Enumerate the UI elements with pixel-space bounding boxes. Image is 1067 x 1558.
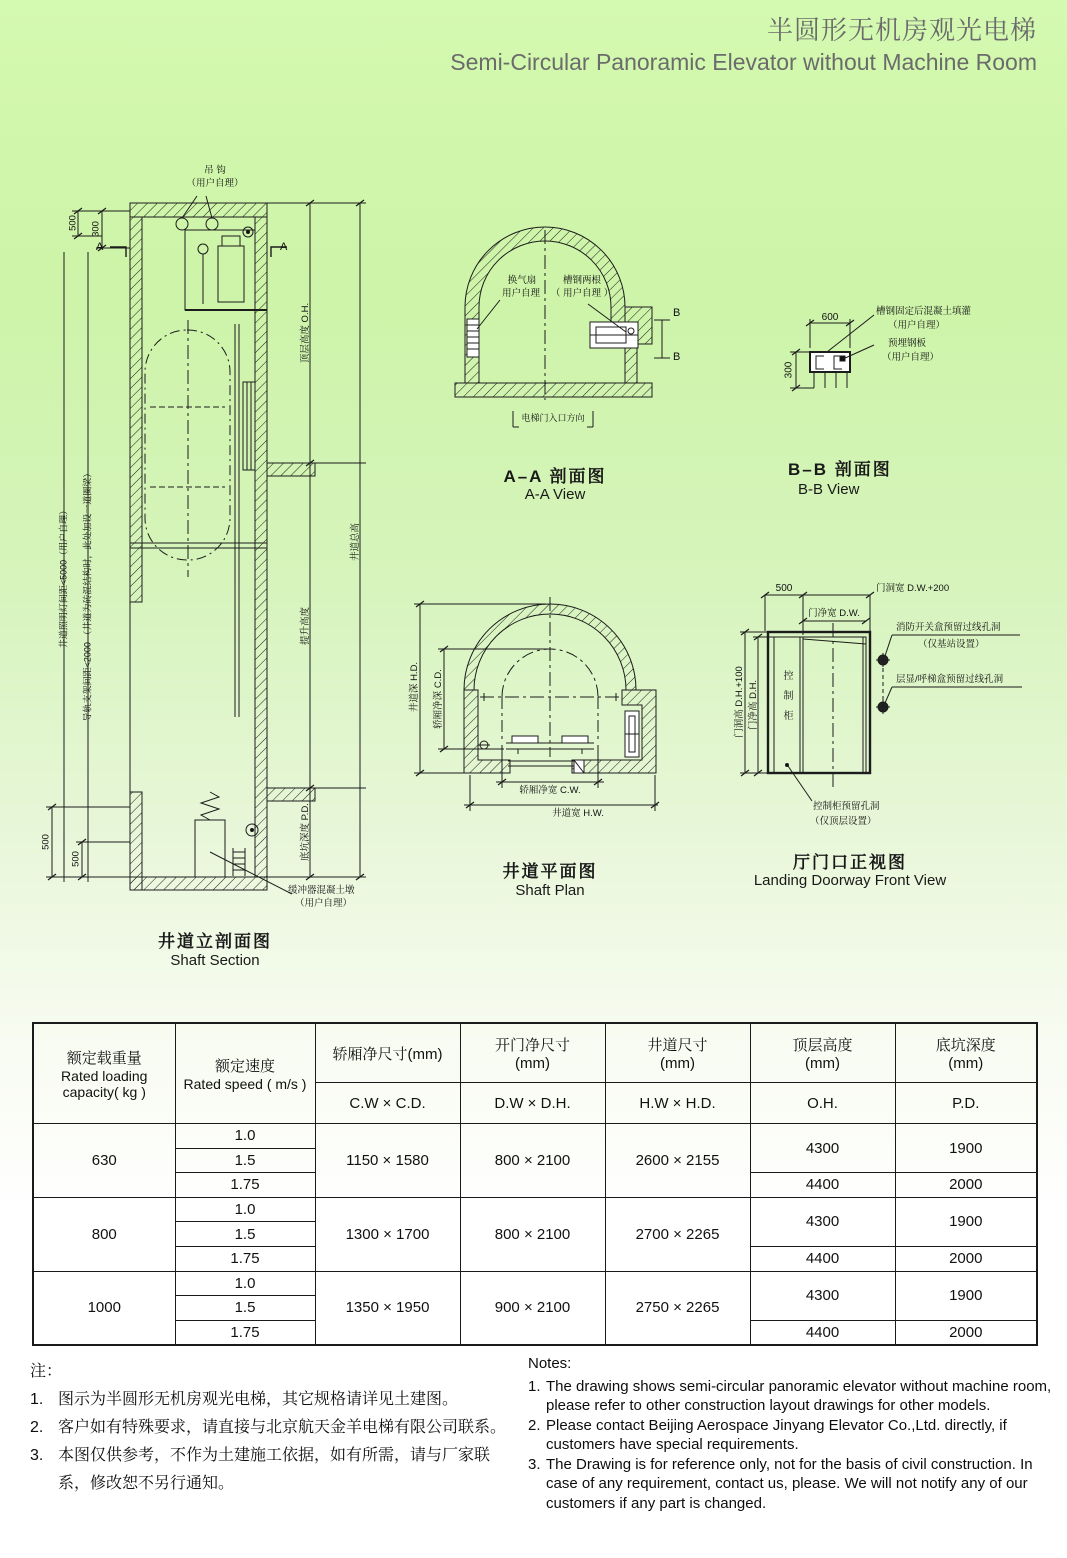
- col-header-oh-unit: (mm): [805, 1055, 840, 1072]
- section-marker-a-right: A: [280, 241, 288, 253]
- col-header-shaft: [605, 1023, 750, 1083]
- shaft-plan-figure: [400, 575, 700, 905]
- dim-label-dh-plus-100: 门洞高 D.H.+100: [734, 666, 745, 738]
- caption-aa-en: A-A View: [524, 486, 586, 503]
- buffer-pier-label: 缓冲器混凝土墩: [288, 885, 355, 896]
- dim-label-cd: 轿厢净深 C.D.: [433, 669, 444, 729]
- sub-header-shaft: H.W × H.D.: [605, 1083, 750, 1124]
- cell-oh: 4300: [750, 1124, 895, 1173]
- fan-sub-label: 用户自理: [501, 288, 541, 299]
- col-header-pd-unit: (mm): [948, 1055, 984, 1072]
- notes-en: [528, 1354, 1058, 1513]
- aa-view-figure: [440, 212, 700, 512]
- col-header-speed-zh: 额定速度: [214, 1058, 275, 1075]
- caption-shaft-plan-en: Shaft Plan: [515, 882, 585, 899]
- cell-pd: 2000: [895, 1246, 1037, 1271]
- shaft-plan-drawing: [400, 575, 700, 905]
- sub-header-pd: P.D.: [895, 1083, 1037, 1124]
- cabinet-hole-sub-label: （仅顶层设置）: [810, 816, 877, 827]
- list-item: [528, 1455, 1058, 1514]
- embedded-plate-label: 预埋钢板: [888, 338, 927, 349]
- dim-label-hw: 井道宽 H.W.: [552, 808, 604, 819]
- list-item: [30, 1442, 514, 1498]
- sub-header-oh: O.H.: [750, 1083, 895, 1124]
- dim-label-500-top: 500: [67, 215, 79, 231]
- notes-en-heading: Notes:: [528, 1355, 572, 1372]
- note-number: 2.: [528, 1416, 541, 1434]
- caption-doorway-zh: 厅门口正视图: [793, 853, 907, 872]
- page-title: 半圆形无机房观光电梯: [766, 15, 1037, 45]
- col-header-door-unit: (mm): [515, 1055, 550, 1072]
- dim-label-500-bottom-a: 500: [40, 834, 52, 850]
- section-marker-a-left: A: [96, 241, 104, 253]
- caption-bb-zh: B–B 剖面图: [788, 460, 892, 479]
- col-header-oh: [750, 1023, 895, 1083]
- cell-oh: 4300: [750, 1197, 895, 1246]
- col-header-speed-en: Rated speed ( m/s ): [183, 1076, 307, 1092]
- note-rail-bracket-spacing: 导轨支架间距<2000 （井道为砖混结构时，此处加设一道圈梁）: [82, 468, 93, 722]
- col-header-speed: [175, 1023, 315, 1124]
- cell-speed: 1.75: [175, 1173, 315, 1198]
- section-marker-b-bottom: B: [673, 351, 681, 363]
- dim-label-travel-height: 提升高度: [300, 606, 311, 646]
- caption-aa-zh: A–A 剖面图: [503, 467, 607, 486]
- cell-oh: 4400: [750, 1246, 895, 1271]
- dim-label-pd: 底坑深度 P.D.: [300, 803, 311, 861]
- caption-shaft-section-zh: 井道立剖面图: [158, 932, 272, 951]
- cell-door-size: 800 × 2100: [460, 1124, 605, 1198]
- col-header-door-zh: 开门净尺寸: [494, 1037, 570, 1054]
- caption-doorway-en: Landing Doorway Front View: [753, 872, 947, 889]
- dim-label-500-bottom-b: 500: [70, 851, 82, 867]
- buffer-pier-sub-label: （用户自理）: [295, 898, 353, 909]
- dim-label-600: 600: [821, 312, 839, 323]
- cell-oh: 4400: [750, 1320, 895, 1345]
- cell-speed: 1.5: [175, 1296, 315, 1321]
- section-marker-b-top: B: [673, 307, 681, 319]
- cell-car-size: 1300 × 1700: [315, 1197, 460, 1271]
- col-header-pd: [895, 1023, 1037, 1083]
- dim-label-dw-plus-200: 门洞宽 D.W.+200: [876, 583, 950, 594]
- dim-label-oh: 顶层高度 O.H.: [300, 302, 311, 364]
- dim-label-500: 500: [775, 583, 793, 594]
- col-header-shaft-zh: 井道尺寸: [647, 1037, 708, 1054]
- col-header-pd-zh: 底坑深度: [935, 1037, 996, 1054]
- note-number: 2.: [30, 1419, 44, 1436]
- fan-label: 换气扇: [507, 275, 537, 286]
- cell-door-size: 800 × 2100: [460, 1197, 605, 1271]
- cell-pd: 1900: [895, 1197, 1037, 1246]
- dim-label-300: 300: [783, 361, 795, 379]
- list-item: [528, 1377, 1058, 1416]
- cell-capacity: 630: [33, 1124, 175, 1198]
- note-number: 1.: [30, 1391, 44, 1408]
- dim-label-cw: 轿厢净宽 C.W.: [519, 785, 581, 796]
- notes-zh: [30, 1358, 514, 1498]
- concrete-fill-sub-label: （用户自理）: [888, 320, 946, 331]
- control-cabinet-label: 控制柜: [781, 670, 792, 730]
- dim-label-hd: 井道深 H.D.: [409, 661, 420, 713]
- cell-door-size: 900 × 2100: [460, 1271, 605, 1345]
- entrance-direction-label: 电梯门入口方向: [521, 413, 585, 423]
- note-text: Please contact Beijing Aerospace Jinyang Elevator Co.,Ltd. directly, if customers have special requirements.: [546, 1416, 1007, 1453]
- cell-car-size: 1150 × 1580: [315, 1124, 460, 1198]
- note-text: 图示为半圆形无机房观光电梯，其它规格请详见土建图。: [58, 1391, 459, 1408]
- call-box-hole-label: 层显/呼梯盒预留过线孔洞: [896, 674, 1004, 685]
- table-row: [33, 1271, 1037, 1296]
- col-header-capacity-en: Rated loading capacity( kg ): [61, 1068, 148, 1100]
- table-row: [33, 1197, 1037, 1222]
- bb-view-figure: [770, 295, 1060, 510]
- embedded-plate-sub-label: （用户自理）: [882, 352, 940, 363]
- sub-header-door: D.W × D.H.: [460, 1083, 605, 1124]
- cell-speed: 1.75: [175, 1320, 315, 1345]
- channel-steel-label: 槽钢两根: [562, 275, 602, 286]
- cell-speed: 1.75: [175, 1246, 315, 1271]
- list-item: [30, 1386, 514, 1414]
- caption-bb-en: B-B View: [798, 481, 860, 498]
- cell-car-size: 1350 × 1950: [315, 1271, 460, 1345]
- cell-speed: 1.0: [175, 1124, 315, 1149]
- cell-oh: 4400: [750, 1173, 895, 1198]
- doorway-figure: [700, 575, 1040, 905]
- col-header-oh-zh: 顶层高度: [792, 1037, 853, 1054]
- sub-header-car: C.W × C.D.: [315, 1083, 460, 1124]
- table-row: [33, 1124, 1037, 1149]
- note-number: 3.: [528, 1455, 541, 1473]
- cell-speed: 1.0: [175, 1197, 315, 1222]
- cell-shaft-size: 2750 × 2265: [605, 1271, 750, 1345]
- page-header: [450, 10, 1037, 76]
- col-header-capacity-zh: 额定载重量: [66, 1050, 142, 1067]
- notes-zh-heading: 注：: [30, 1363, 63, 1380]
- note-text: The Drawing is for reference only, not for the basis of civil construction. In case of any requirement, contact us, please. We will not notify any of our customers if any part is changed.: [546, 1455, 1033, 1512]
- cabinet-hole-label: 控制柜预留孔洞: [813, 801, 880, 812]
- dim-label-300-top: 300: [90, 221, 102, 237]
- fire-switch-hole-sub-label: （仅基站设置）: [918, 639, 985, 650]
- dim-label-total-height: 井道总高: [350, 522, 361, 562]
- caption-shaft-plan-zh: 井道平面图: [502, 862, 598, 881]
- note-text: 客户如有特殊要求，请直接与北京航天金羊电梯有限公司联系。: [58, 1419, 507, 1436]
- hook-sub-label: （用户自理）: [186, 178, 244, 189]
- cell-shaft-size: 2700 × 2265: [605, 1197, 750, 1271]
- cell-speed: 1.0: [175, 1271, 315, 1296]
- concrete-fill-label: 槽钢固定后混凝土填灌: [876, 306, 972, 317]
- caption-shaft-section-en: Shaft Section: [170, 952, 260, 969]
- channel-steel-sub-label: （ 用户自理 ）: [550, 288, 614, 299]
- cell-pd: 2000: [895, 1320, 1037, 1345]
- cell-pd: 1900: [895, 1124, 1037, 1173]
- cell-shaft-size: 2600 × 2155: [605, 1124, 750, 1198]
- col-header-door: [460, 1023, 605, 1083]
- dim-label-dw: 门净宽 D.W.: [808, 608, 860, 619]
- cell-pd: 1900: [895, 1271, 1037, 1320]
- dim-label-dh: 门净高 D.H.: [748, 679, 759, 731]
- shaft-section-figure: [30, 152, 400, 982]
- cell-capacity: 800: [33, 1197, 175, 1271]
- cell-oh: 4300: [750, 1271, 895, 1320]
- col-header-shaft-unit: (mm): [660, 1055, 695, 1072]
- list-item: [30, 1414, 514, 1442]
- spec-table: [32, 1022, 1038, 1346]
- note-number: 3.: [30, 1447, 44, 1464]
- list-item: [528, 1416, 1058, 1455]
- note-number: 1.: [528, 1377, 541, 1395]
- col-header-car: 轿厢净尺寸(mm): [315, 1023, 460, 1083]
- col-header-capacity: [33, 1023, 175, 1124]
- note-text: The drawing shows semi-circular panoramic elevator without machine room, please refer to other construction layout drawings for other models.: [546, 1377, 1052, 1414]
- cell-pd: 2000: [895, 1173, 1037, 1198]
- hook-label: 吊 钩: [204, 165, 226, 176]
- cell-speed: 1.5: [175, 1222, 315, 1247]
- fire-switch-hole-label: 消防开关盒预留过线孔洞: [896, 622, 1001, 633]
- page-subtitle: Semi-Circular Panoramic Elevator without Machine Room: [450, 49, 1037, 75]
- cell-speed: 1.5: [175, 1148, 315, 1173]
- cell-capacity: 1000: [33, 1271, 175, 1345]
- note-lighting-spacing: 井道照明灯间距<5000（用户自理）: [58, 505, 69, 649]
- note-text: 本图仅供参考，不作为土建施工依据，如有所需，请与厂家联系，修改恕不另行通知。: [58, 1447, 491, 1492]
